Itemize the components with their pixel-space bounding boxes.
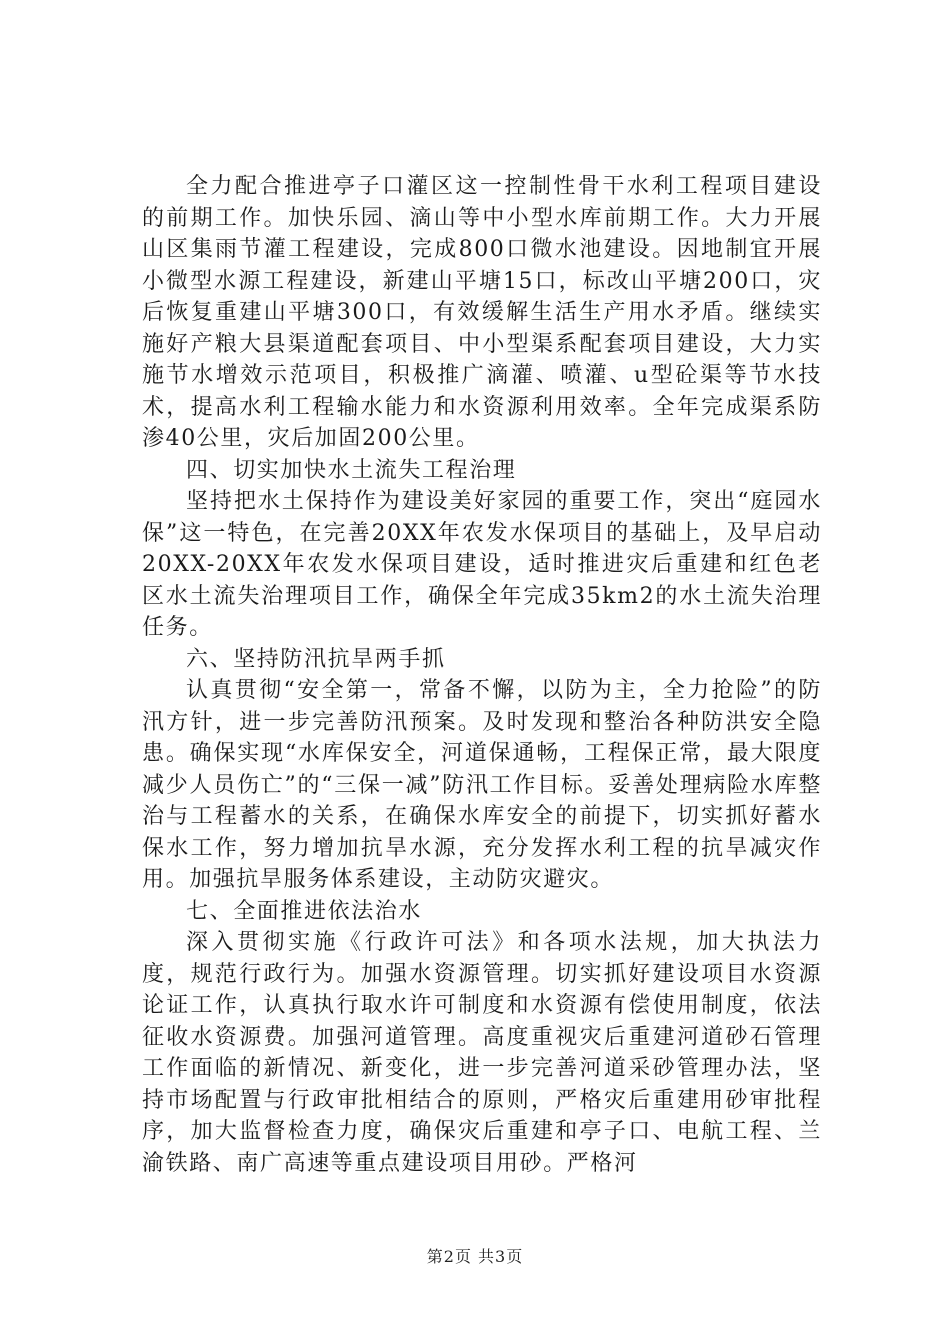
section-heading-law: 七、全面推进依法治水 [186,898,423,924]
paragraph-irrigation: 全力配合推进亭子口灌区这一控制性骨干水利工程项目建设的前期工作。加快乐园、滴山等中小型水库前期工作。大力开展山区集雨节灌工程建设，完成800口微水池建设。因地制宜开展小微型水源工程建设，新建山平塘15口，标改山平塘200口，灾后恢复重建山平塘300口，有效缓解生活生产用水矛盾。继续实施好产粮大县渠道配套项目、中小型渠系配套项目建设，大力实施节水增效示范项目，积极推广滴灌、喷灌、u型砼渠等节水技术，提高水利工程输水能力和水资源利用效率。全年完成渠系防渗40公里，灾后加固200公里。 [142,174,822,451]
document-body [142,171,822,1179]
paragraph-soil-conservation: 坚持把水土保持作为建设美好家园的重要工作，突出“庭园水保”这一特色，在完善20XX年农发水保项目的基础上，及早启动20XX-20XX年农发水保项目建设，适时推进灾后重建和红色老区水土流失治理项目工作，确保全年完成35km2的水土流失治理任务。 [142,489,822,640]
section-heading-flood-drought: 六、坚持防汛抗旱两手抓 [186,646,446,672]
paragraph-water-law: 深入贯彻实施《行政许可法》和各项水法规，加大执法力度，规范行政行为。加强水资源管理。切实抓好建设项目水资源论证工作，认真执行取水许可制度和水资源有偿使用制度，依法征收水资源费。加强河道管理。高度重视灾后重建河道砂石管理工作面临的新情况、新变化，进一步完善河道采砂管理办法，坚持市场配置与行政审批相结合的原则，严格灾后重建用砂审批程序，加大监督检查力度，确保灾后重建和亭子口、电航工程、兰渝铁路、南广高速等重点建设项目用砂。严格河 [142,930,822,1176]
paragraph-flood-control: 认真贯彻“安全第一，常备不懈，以防为主，全力抢险”的防汛方针，进一步完善防汛预案。及时发现和整治各种防洪安全隐患。确保实现“水库保安全，河道保通畅，工程保正常，最大限度减少人员伤亡”的“三保一减”防汛工作目标。妥善处理病险水库整治与工程蓄水的关系，在确保水库安全的前提下，切实抓好蓄水保水工作，努力增加抗旱水源，充分发挥水利工程的抗旱减灾作用。加强抗旱服务体系建设，主动防灾避灾。 [142,678,822,892]
page-footer: 第2页 共3页 [426,1247,524,1266]
section-heading-soil-erosion: 四、切实加快水土流失工程治理 [186,457,517,483]
